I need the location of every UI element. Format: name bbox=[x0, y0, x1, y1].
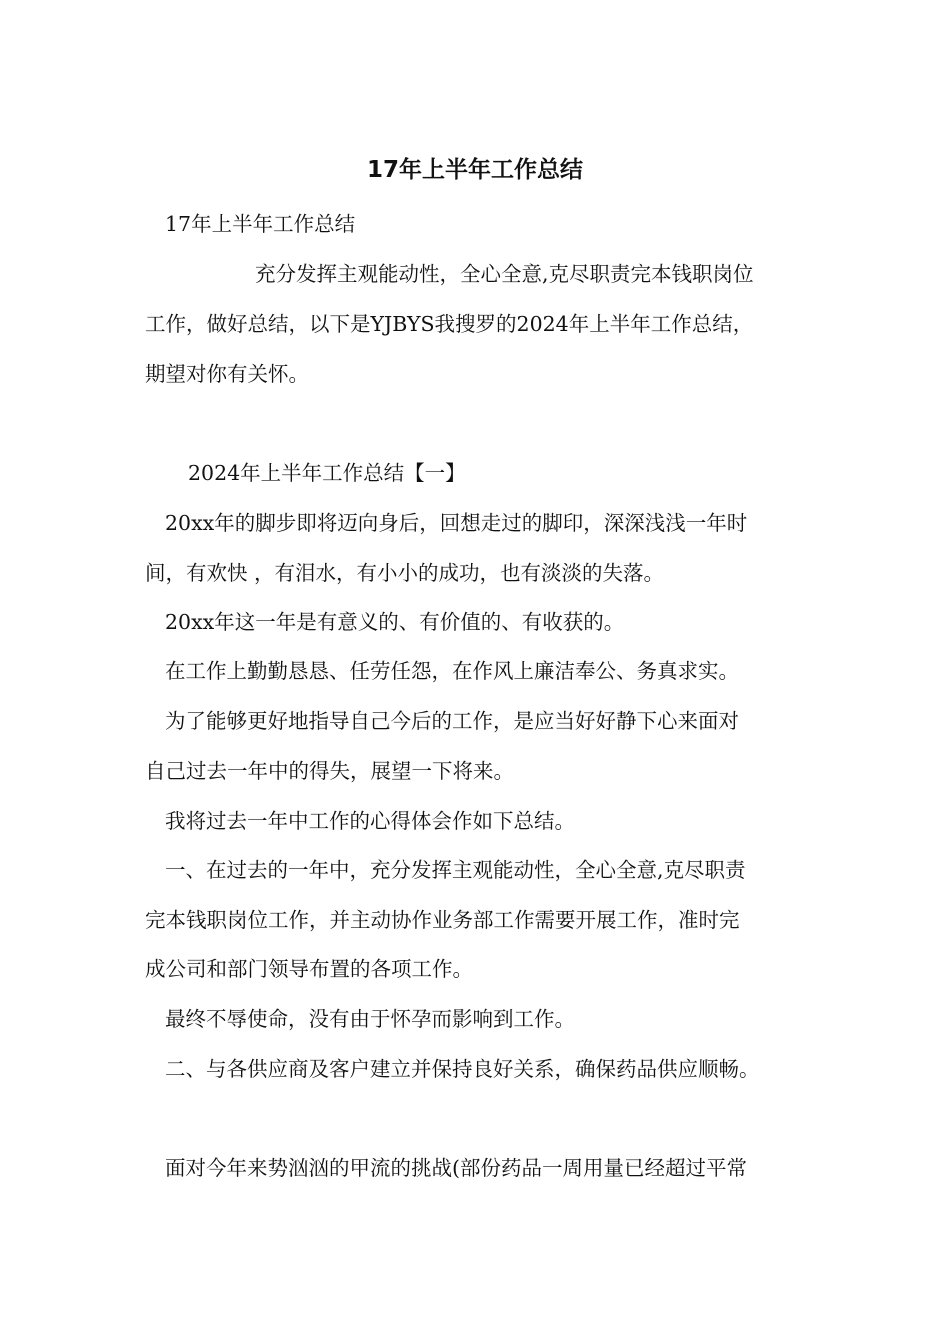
section-heading: 2024年上半年工作总结【一】 bbox=[188, 461, 466, 485]
body-line-11: 最终不辱使命，没有由于怀孕而影响到工作。 bbox=[165, 1007, 575, 1031]
body-line-13: 面对今年来势汹汹的甲流的挑战(部份药品一周用量已经超过平常 bbox=[165, 1156, 747, 1180]
body-line-1: 20xx年的脚步即将迈向身后，回想走过的脚印，深深浅浅一年时 bbox=[165, 511, 748, 535]
body-line-4: 在工作上勤勤恳恳、任劳任怨，在作风上廉洁奉公、务真求实。 bbox=[165, 659, 739, 683]
body-line-12: 二、与各供应商及客户建立并保持良好关系，确保药品供应顺畅。 bbox=[165, 1057, 760, 1081]
intro-line-3: 期望对你有关怀。 bbox=[145, 362, 309, 386]
body-line-2: 间，有欢快 ，有泪水，有小小的成功，也有淡淡的失落。 bbox=[145, 561, 665, 585]
body-line-6: 自己过去一年中的得失，展望一下将来。 bbox=[145, 759, 514, 783]
subtitle-line: 17年上半年工作总结 bbox=[165, 212, 356, 236]
body-line-3: 20xx年这一年是有意义的、有价值的、有收获的。 bbox=[165, 610, 625, 634]
body-line-7: 我将过去一年中工作的心得体会作如下总结。 bbox=[165, 809, 575, 833]
intro-line-1: 充分发挥主观能动性，全心全意,克尽职责完本钱职岗位 bbox=[255, 262, 754, 286]
body-line-9: 完本钱职岗位工作，并主动协作业务部工作需要开展工作，准时完 bbox=[145, 908, 740, 932]
intro-line-2: 工作，做好总结，以下是YJBYS我搜罗的2024年上半年工作总结， bbox=[145, 312, 754, 336]
body-line-8: 一、在过去的一年中，充分发挥主观能动性，全心全意,克尽职责 bbox=[165, 858, 746, 882]
body-line-5: 为了能够更好地指导自己今后的工作，是应当好好静下心来面对 bbox=[165, 709, 739, 733]
body-line-10: 成公司和部门领导布置的各项工作。 bbox=[145, 957, 473, 981]
document-title: 17年上半年工作总结 bbox=[366, 157, 583, 183]
